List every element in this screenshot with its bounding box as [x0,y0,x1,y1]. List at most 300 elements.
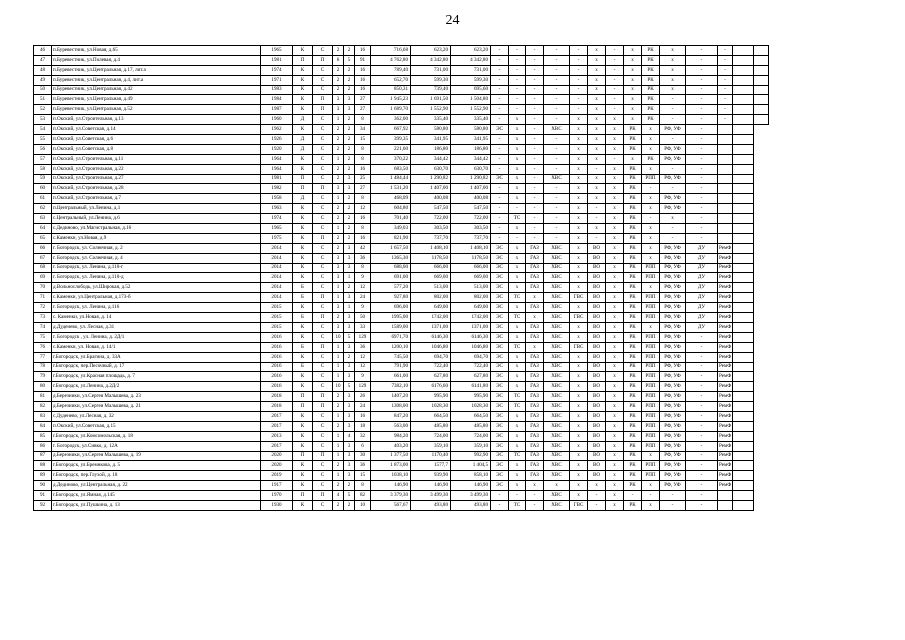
cell-row-number: 69 [34,273,52,283]
cell-living-area: 802,00 [411,293,451,303]
cell-tvr: - [606,55,624,65]
cell-roof-repair: РПП [642,362,660,372]
cell-roof-repair: х [642,283,660,293]
cell-floors: 3 [344,362,355,372]
cell-hot-water: х [570,461,588,471]
cell-address: г.Богородск, ул.Брагина, д. 33А [52,352,261,362]
cell-apartments: 9 [355,372,371,382]
cell-heating: - [509,75,526,85]
cell-living-area: 724,00 [411,431,451,441]
cell-living-area: 303,50 [411,224,451,234]
cell-living-area: 341,95 [411,135,451,145]
cell-electricity: ЭС [491,342,509,352]
cell-du: РемФ [718,352,733,362]
table-row [34,243,769,253]
cell-heating: х [509,372,526,382]
cell-du: - [718,85,733,95]
cell-living-area: 939,90 [411,471,451,481]
cell-total-area: 6971,70 [371,332,411,342]
cell-living-area: 739,40 [411,85,451,95]
cell-address: с.Каменки, ул.Центральная, д.173-б [52,293,261,303]
cell-lift: х [624,55,642,65]
cell-lift: РК [624,471,642,481]
cell-heating: х [509,194,526,204]
cell-private-area: 1742,00 [451,313,491,323]
cell-rpp: х [660,214,686,224]
cell-total-area: 652,70 [371,75,411,85]
cell-row-number: 63 [34,214,52,224]
cell-roof-repair: х [642,451,660,461]
cell-row-number: 77 [34,352,52,362]
cell-hot-water: ГВС [570,342,588,352]
cell-hot-water: - [570,75,588,85]
cell-wall-type: Б [293,362,313,372]
cell-roof-repair: х [642,135,660,145]
cell-year: 2018 [261,392,293,402]
cell-living-area: 1170,40 [411,451,451,461]
cell-cold-water: - [544,85,570,95]
cell-wall-type: К [293,303,313,313]
cell-year: 2019 [261,471,293,481]
cell-heating: х [509,243,526,253]
cell-cold-water: ХВС [544,293,570,303]
cell-living-area: 547,50 [411,204,451,214]
cell-hot-water: х [570,233,588,243]
cell-apartments: 129 [355,382,371,392]
cell-rpp: РФ, УФ [660,283,686,293]
table-row [34,451,769,461]
cell-roof-repair: РПП [642,332,660,342]
cell-row-number: 60 [34,184,52,194]
cell-facade: ДУ [686,263,718,273]
cell-rpp: РФ, УФ [660,174,686,184]
cell-remf [733,283,754,293]
cell-facade: - [686,194,718,204]
cell-entrances: 2 [333,174,344,184]
cell-extra [754,55,769,65]
table-row [34,233,769,243]
cell-floors: 3 [344,372,355,382]
cell-address: г.Богородск, ул.Комсомольская, д. 18 [52,431,261,441]
cell-rpp: - [660,164,686,174]
cell-address: г. Богородск, ул. Ленина, д.110-д [52,273,261,283]
cell-electricity: - [491,184,509,194]
cell-private-area: 695,60 [451,85,491,95]
cell-wall-type: К [293,105,313,115]
cell-facade: ДУ [686,243,718,253]
cell-floors: 3 [344,293,355,303]
table-row [34,382,769,392]
cell-wall-type: К [293,352,313,362]
cell-row-number: 75 [34,332,52,342]
cell-private-area: 731,00 [451,65,491,75]
cell-gas: ГАЗ [526,461,544,471]
cell-tvr: х [606,421,624,431]
cell-heating: - [509,55,526,65]
cell-tvr: х [606,402,624,412]
cell-tvr: х [606,500,624,510]
cell-wall-type: К [293,204,313,214]
cell-year: 1987 [261,105,293,115]
cell-cold-water: ХВС [544,491,570,501]
cell-sewerage: ВО [588,352,606,362]
table-row [34,135,769,145]
table-row [34,194,769,204]
table-row [34,273,769,283]
cell-apartments: 16 [355,65,371,75]
cell-hot-water: х [570,164,588,174]
cell-gas: - [526,214,544,224]
cell-cold-water: - [544,75,570,85]
cell-address: г. Богородск, ул. Солнечная, д. 2 [52,243,261,253]
cell-cold-water: ХВС [544,125,570,135]
cell-heating: - [509,204,526,214]
cell-du [718,125,733,135]
cell-total-area: 1 945,23 [371,95,411,105]
cell-total-area: 1308,00 [371,402,411,412]
cell-year: 2016 [261,362,293,372]
cell-roof-repair: РПП [642,402,660,412]
cell-hot-water: х [570,352,588,362]
cell-tvr: х [606,322,624,332]
cell-sewerage: ВО [588,471,606,481]
cell-wall-type: Б [293,313,313,323]
cell-entrances: 3 [333,95,344,105]
cell-gas: ГАЗ [526,263,544,273]
table-row [34,65,769,75]
cell-cold-water: - [544,233,570,243]
cell-roof-repair: РПП [642,263,660,273]
cell-gas: - [526,85,544,95]
cell-private-area: 992,90 [451,451,491,461]
cell-remf [733,322,754,332]
cell-lift: РК [624,481,642,491]
cell-heating: - [509,95,526,105]
cell-total-area: 577,20 [371,283,411,293]
cell-sewerage: ВО [588,263,606,273]
cell-rpp: РФ, УФ [660,125,686,135]
cell-lift: РК [624,184,642,194]
cell-du: - [718,105,733,115]
table-row [34,461,769,471]
cell-address: п.Буревестник, ул.Полевая, д.4 [52,55,261,65]
cell-roof-type: С [313,243,333,253]
cell-entrances: 1 [333,451,344,461]
cell-rpp: - [660,105,686,115]
cell-living-area: 359,10 [411,441,451,451]
cell-cold-water: ХВС [544,451,570,461]
cell-year: 1983 [261,85,293,95]
cell-apartments: 16 [355,411,371,421]
cell-private-area: 186,80 [451,144,491,154]
cell-private-area: 858,10 [451,471,491,481]
cell-wall-type: К [293,214,313,224]
cell-private-area: 649,00 [451,303,491,313]
table-row [34,411,769,421]
cell-electricity: - [491,224,509,234]
cell-hot-water: ГВС [570,313,588,323]
cell-total-area: 661,00 [371,372,411,382]
cell-heating: ТС [509,342,526,352]
cell-apartments: 15 [355,471,371,481]
cell-gas: ГАЗ [526,362,544,372]
cell-heating: - [509,233,526,243]
cell-cold-water: - [544,154,570,164]
cell-roof-repair: РПП [642,273,660,283]
cell-entrances: 3 [333,273,344,283]
cell-row-number: 79 [34,372,52,382]
cell-electricity: ЭС [491,402,509,412]
cell-year: 1965 [261,224,293,234]
cell-living-area: 1046,80 [411,342,451,352]
cell-electricity: - [491,95,509,105]
cell-gas: ГАЗ [526,382,544,392]
cell-cold-water: ХВС [544,313,570,323]
cell-apartments: 16 [355,233,371,243]
cell-floors: 2 [344,144,355,154]
cell-heating: х [509,263,526,273]
cell-total-area: 984,20 [371,431,411,441]
cell-year: 2014 [261,253,293,263]
cell-wall-type: К [293,322,313,332]
cell-entrances: 2 [333,144,344,154]
cell-roof-type: П [313,402,333,412]
cell-floors: 3 [344,95,355,105]
cell-roof-repair: РПП [642,421,660,431]
cell-electricity: ЭС [491,431,509,441]
cell-gas: ГАЗ [526,283,544,293]
cell-hot-water: х [570,402,588,412]
cell-facade: - [686,214,718,224]
cell-gas: ГАЗ [526,273,544,283]
cell-cold-water: ХВС [544,303,570,313]
cell-living-area: 731,00 [411,65,451,75]
cell-roof-repair: х [642,144,660,154]
cell-lift: х [624,65,642,75]
cell-address: г.Богородск, пер.Глухой, д. 18 [52,471,261,481]
cell-entrances: 3 [333,322,344,332]
cell-living-area: 649,00 [411,303,451,313]
cell-floors: 3 [344,322,355,332]
cell-du: РемФ [718,431,733,441]
cell-cold-water: ХВС [544,342,570,352]
cell-roof-type: С [313,194,333,204]
cell-rpp: РФ, УФ [660,352,686,362]
cell-rpp: РФ, УФ [660,144,686,154]
cell-du: РемФ [718,372,733,382]
table-row [34,362,769,372]
cell-facade: - [686,451,718,461]
cell-floors: 2 [344,65,355,75]
cell-electricity: ЭС [491,352,509,362]
cell-cold-water: ХВС [544,461,570,471]
cell-floors: 2 [344,125,355,135]
cell-electricity: - [491,75,509,85]
cell-sewerage: - [588,491,606,501]
cell-living-area: 627,80 [411,372,451,382]
cell-total-area: 847,20 [371,411,411,421]
cell-facade: - [686,164,718,174]
cell-facade: - [686,342,718,352]
cell-facade: - [686,204,718,214]
cell-row-number: 46 [34,46,52,56]
cell-living-area: 1 407,00 [411,184,451,194]
cell-electricity: ЭС [491,471,509,481]
cell-cold-water: ХВС [544,352,570,362]
cell-roof-repair: РПП [642,441,660,451]
cell-rpp: РФ, УФ [660,362,686,372]
cell-heating: х [509,184,526,194]
cell-wall-type: Д [293,144,313,154]
cell-electricity: - [491,491,509,501]
cell-gas: - [526,125,544,135]
cell-lift: РК [624,293,642,303]
cell-year: 1974 [261,65,293,75]
cell-du: - [718,55,733,65]
cell-year: 1917 [261,481,293,491]
cell-sewerage: - [588,233,606,243]
cell-cold-water: - [544,194,570,204]
cell-hot-water: х [570,322,588,332]
cell-extra [754,95,769,105]
table-row [34,342,769,352]
cell-electricity: ЭС [491,283,509,293]
cell-electricity: ЭС [491,461,509,471]
cell-row-number: 58 [34,164,52,174]
cell-wall-type: К [293,382,313,392]
cell-roof-repair: х [642,125,660,135]
cell-tvr: - [606,75,624,85]
cell-entrances: 2 [333,65,344,75]
cell-private-area: 580,80 [451,125,491,135]
cell-living-area: 623,20 [411,46,451,56]
cell-sewerage: ВО [588,283,606,293]
cell-row-number: 80 [34,382,52,392]
cell-du [718,184,733,194]
cell-private-area: 547,50 [451,204,491,214]
cell-year: 1964 [261,154,293,164]
cell-rpp: - [660,115,686,125]
cell-lift: РК [624,253,642,263]
cell-sewerage: ВО [588,431,606,441]
cell-rpp: РФ, УФ [660,461,686,471]
cell-hot-water: х [570,243,588,253]
cell-tvr: х [606,491,624,501]
cell-floors: 3 [344,263,355,273]
cell-year: 1963 [261,204,293,214]
cell-electricity: - [491,164,509,174]
cell-floors: 3 [344,441,355,451]
cell-facade: - [686,184,718,194]
cell-address: д.Дединово, ул.Центральная, д. 22 [52,481,261,491]
cell-lift: х [624,85,642,95]
cell-hot-water: х [570,332,588,342]
cell-lift: РК [624,164,642,174]
cell-private-area: 3 499,30 [451,491,491,501]
cell-tvr: - [606,65,624,75]
cell-heating: - [509,65,526,75]
cell-gas: - [526,224,544,234]
cell-floors: 3 [344,471,355,481]
cell-facade: - [686,392,718,402]
cell-heating: - [509,491,526,501]
cell-private-area: 1 552,90 [451,105,491,115]
cell-remf [733,243,754,253]
cell-row-number: 92 [34,500,52,510]
cell-du: РемФ [718,421,733,431]
cell-cold-water: х [544,481,570,491]
cell-private-area: 1 407,00 [451,184,491,194]
cell-living-area: 3 499,30 [411,491,451,501]
cell-wall-type: Б [293,293,313,303]
cell-year: 2016 [261,332,293,342]
cell-electricity: ЭС [491,263,509,273]
cell-remf [733,362,754,372]
cell-wall-type: К [293,85,313,95]
cell-total-area: 683,50 [371,164,411,174]
cell-hot-water: х [570,421,588,431]
cell-roof-type: П [313,451,333,461]
cell-electricity: ЭС [491,441,509,451]
cell-entrances: 3 [333,303,344,313]
cell-gas: - [526,95,544,105]
cell-sewerage: ВО [588,243,606,253]
cell-entrances: 1 [333,362,344,372]
cell-address: г. Богородск, ул. Ленина, д.110-г [52,263,261,273]
table-row [34,372,769,382]
cell-tvr: х [606,372,624,382]
cell-year: 1920 [261,144,293,154]
cell-cold-water: ХВС [544,273,570,283]
cell-remf [733,352,754,362]
cell-row-number: 73 [34,313,52,323]
cell-roof-type: С [313,411,333,421]
cell-facade: ДУ [686,273,718,283]
cell-gas: - [526,115,544,125]
cell-du [718,174,733,184]
cell-remf [733,115,754,125]
cell-roof-type: П [313,55,333,65]
cell-tvr: х [606,451,624,461]
cell-hot-water: х [570,392,588,402]
cell-heating: х [509,471,526,481]
cell-entrances: 2 [333,46,344,56]
cell-roof-repair: РПП [642,293,660,303]
cell-row-number: 56 [34,144,52,154]
cell-hot-water: х [570,214,588,224]
cell-total-area: 791,90 [371,362,411,372]
cell-apartments: 27 [355,105,371,115]
cell-floors: 2 [344,135,355,145]
cell-cold-water: ХВС [544,283,570,293]
cell-roof-type: П [313,392,333,402]
cell-row-number: 89 [34,471,52,481]
cell-private-area: 1046,80 [451,342,491,352]
cell-heating: х [509,421,526,431]
cell-address: д.Березники, ул.Сергея Малышева, д. 23 [52,392,261,402]
cell-apartments: 32 [355,431,371,441]
cell-heating: х [509,461,526,471]
cell-address: г.Богородск, ул.Пушкина, д. 13 [52,500,261,510]
cell-hot-water: - [570,85,588,95]
cell-floors: 3 [344,184,355,194]
cell-address: п.Окский, ул.Строительная, д.22 [52,164,261,174]
cell-apartments: 82 [355,491,371,501]
cell-du: - [718,95,733,105]
cell-remf [733,293,754,303]
cell-extra [754,65,769,75]
cell-facade: - [686,481,718,491]
